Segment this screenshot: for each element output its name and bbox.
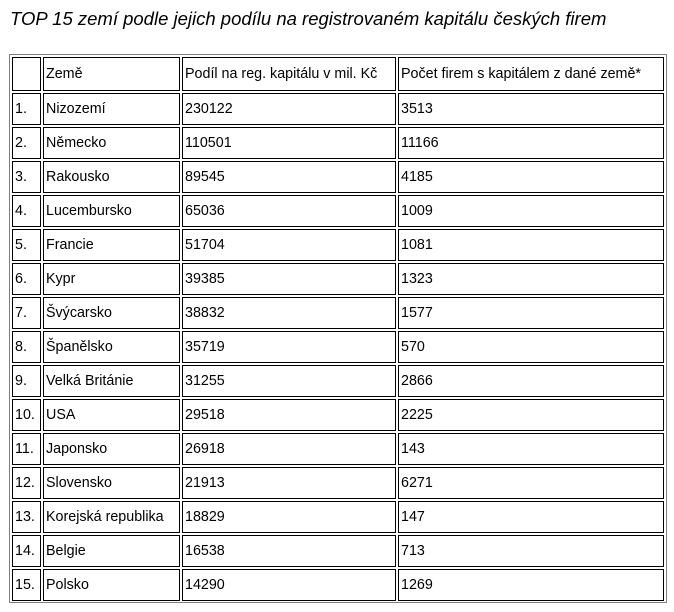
table-row xyxy=(12,467,664,499)
country-cell: USA xyxy=(43,399,180,431)
rank-cell: 2. xyxy=(12,127,41,159)
firm-count-cell: 713 xyxy=(398,535,664,567)
firm-count-cell: 570 xyxy=(398,331,664,363)
rank-cell: 6. xyxy=(12,263,41,295)
capital-cell: 29518 xyxy=(182,399,396,431)
firm-count-cell: 1577 xyxy=(398,297,664,329)
capital-cell: 31255 xyxy=(182,365,396,397)
capital-cell: 16538 xyxy=(182,535,396,567)
table-row xyxy=(12,229,664,261)
firm-count-cell: 2225 xyxy=(398,399,664,431)
rank-cell: 1. xyxy=(12,93,41,125)
capital-cell: 230122 xyxy=(182,93,396,125)
country-cell: Lucembursko xyxy=(43,195,180,227)
country-cell: Polsko xyxy=(43,569,180,601)
capital-cell: 51704 xyxy=(182,229,396,261)
rank-cell: 11. xyxy=(12,433,41,465)
firm-count-cell: 2866 xyxy=(398,365,664,397)
firm-count-cell: 11166 xyxy=(398,127,664,159)
data-table xyxy=(10,55,666,603)
rank-cell: 12. xyxy=(12,467,41,499)
table-row xyxy=(12,195,664,227)
table-row xyxy=(12,331,664,363)
table-row xyxy=(12,263,664,295)
country-cell: Francie xyxy=(43,229,180,261)
firm-count-cell: 6271 xyxy=(398,467,664,499)
country-cell: Japonsko xyxy=(43,433,180,465)
capital-cell: 35719 xyxy=(182,331,396,363)
header-country: Země xyxy=(43,57,180,91)
capital-cell: 38832 xyxy=(182,297,396,329)
rank-cell: 3. xyxy=(12,161,41,193)
country-cell: Rakousko xyxy=(43,161,180,193)
country-cell: Španělsko xyxy=(43,331,180,363)
firm-count-cell: 4185 xyxy=(398,161,664,193)
firm-count-cell: 1269 xyxy=(398,569,664,601)
rank-cell: 9. xyxy=(12,365,41,397)
rank-cell: 7. xyxy=(12,297,41,329)
firm-count-cell: 1009 xyxy=(398,195,664,227)
country-cell: Německo xyxy=(43,127,180,159)
table-row xyxy=(12,433,664,465)
capital-cell: 26918 xyxy=(182,433,396,465)
capital-cell: 18829 xyxy=(182,501,396,533)
table-row xyxy=(12,297,664,329)
table-row xyxy=(12,365,664,397)
table-row xyxy=(12,501,664,533)
capital-cell: 65036 xyxy=(182,195,396,227)
table-row xyxy=(12,161,664,193)
header-rank xyxy=(12,57,41,91)
rank-cell: 4. xyxy=(12,195,41,227)
header-firm-count: Počet firem s kapitálem z dané země* xyxy=(398,57,664,91)
table-header-row xyxy=(12,57,664,91)
rank-cell: 10. xyxy=(12,399,41,431)
country-cell: Belgie xyxy=(43,535,180,567)
capital-cell: 89545 xyxy=(182,161,396,193)
page-title: TOP 15 zemí podle jejich podílu na registrovaném kapitálu českých firem xyxy=(10,8,607,29)
table-frame xyxy=(9,54,667,603)
table-row xyxy=(12,569,664,601)
country-cell: Kypr xyxy=(43,263,180,295)
capital-cell: 21913 xyxy=(182,467,396,499)
firm-count-cell: 3513 xyxy=(398,93,664,125)
rank-cell: 13. xyxy=(12,501,41,533)
firm-count-cell: 147 xyxy=(398,501,664,533)
table-body xyxy=(12,93,664,601)
firm-count-cell: 143 xyxy=(398,433,664,465)
capital-cell: 39385 xyxy=(182,263,396,295)
table-row xyxy=(12,93,664,125)
country-cell: Korejská republika xyxy=(43,501,180,533)
rank-cell: 5. xyxy=(12,229,41,261)
firm-count-cell: 1081 xyxy=(398,229,664,261)
table-row xyxy=(12,127,664,159)
table-row xyxy=(12,535,664,567)
country-cell: Nizozemí xyxy=(43,93,180,125)
country-cell: Slovensko xyxy=(43,467,180,499)
rank-cell: 14. xyxy=(12,535,41,567)
table-row xyxy=(12,399,664,431)
firm-count-cell: 1323 xyxy=(398,263,664,295)
capital-cell: 14290 xyxy=(182,569,396,601)
header-capital: Podíl na reg. kapitálu v mil. Kč xyxy=(182,57,396,91)
country-cell: Velká Británie xyxy=(43,365,180,397)
country-cell: Švýcarsko xyxy=(43,297,180,329)
capital-cell: 110501 xyxy=(182,127,396,159)
rank-cell: 8. xyxy=(12,331,41,363)
rank-cell: 15. xyxy=(12,569,41,601)
